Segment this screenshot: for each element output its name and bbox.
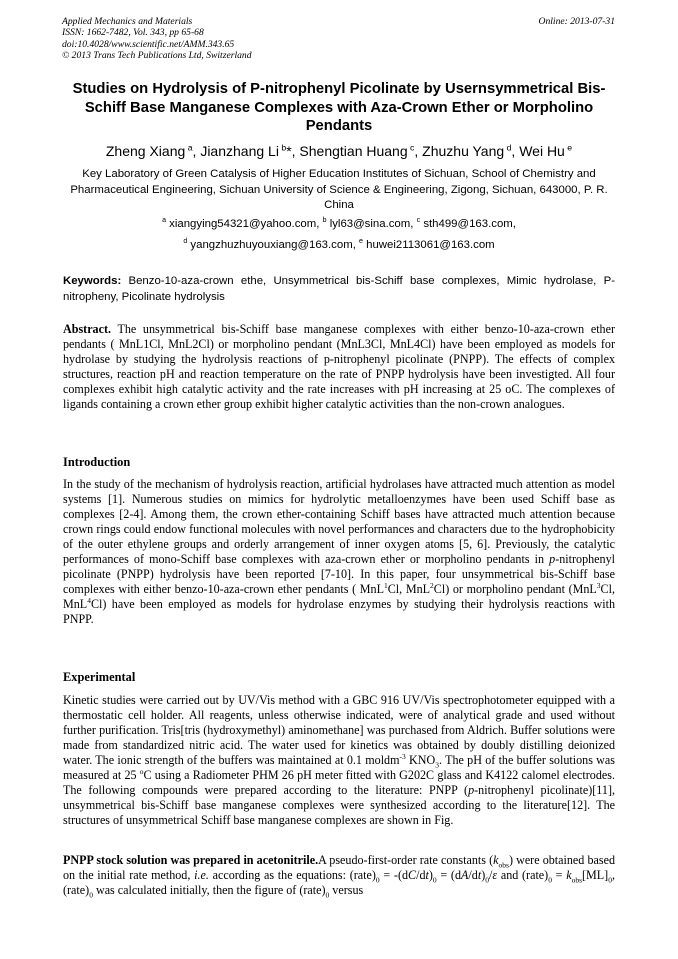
stock-sub: 0 [432, 875, 437, 885]
introduction-heading: Introduction [63, 455, 131, 469]
abstract [63, 322, 615, 412]
doi-line: doi:10.4028/www.scientific.net/AMM.343.65 [62, 38, 235, 50]
email-mark: b [322, 217, 327, 225]
stock-sub: 0 [608, 875, 612, 885]
author-separator: , [192, 143, 201, 159]
stock-italic: k [566, 868, 572, 883]
exp-text: KNO [405, 753, 436, 768]
author-name: Shengtian Huang [299, 143, 408, 159]
stock-italic: A [461, 868, 469, 883]
email-separator: , [352, 239, 360, 251]
stock-sub: obs [498, 860, 509, 870]
email-separator: , [316, 218, 323, 230]
stock-text: was calculated initially, then the figure of (rate) [92, 883, 326, 898]
stock-italic: t [477, 868, 482, 883]
exp-sub: 3 [435, 760, 439, 770]
author-name: Wei Hu [519, 143, 565, 159]
email-separator: , [410, 218, 417, 230]
online-date: Online: 2013-07-31 [538, 16, 615, 27]
stock-italic: ε [492, 868, 498, 883]
stock-italic: k [493, 853, 499, 867]
affiliation: Key Laboratory of Green Catalysis of Higher Education Institutes of Sichuan, School of Chemistry and Pharmaceutical Engineering, Sichuan University of Science & Engineering, Zigong, Sichuan, 643000, P. R. China [70, 168, 608, 212]
intro-sup: 4 [87, 596, 91, 606]
author-affiliation-mark: c [410, 142, 415, 153]
corresponding-mark: * [286, 143, 292, 159]
stock-text: /d [468, 868, 478, 883]
introduction-paragraph [63, 477, 615, 627]
author-name: Jianzhang Li [200, 143, 279, 159]
email-address[interactable]: yangzhuzhuyouxiang@163.com [190, 239, 353, 251]
exp-text: C using a Radiometer PHM 26 pH meter fitted with G202C glass and K4122 calomel electrodes. The following compounds were prepared according to the literature: PNPP ( [63, 768, 616, 798]
author-affiliation-mark: e [567, 142, 573, 153]
intro-text: Cl, MnL [63, 582, 615, 612]
exp-text: Kinetic studies were carried out by UV/Vis method with a GBC 916 UV/Vis spectrophotometer equipped with a thermostatic cell holder. All reagents, unless otherwise indicated, were of analytical grade and used without further purification. Tris[tris (hydroxymethyl) aminomethane] was purchased from Aldrich. Buffer solutions were made from standardized nitric acid. The water used for kinetics was obtained by doubly distilling deionized water. The ionic strength of the buffers was maintained at 0.1 moldm [63, 693, 615, 768]
exp-text: . The pH of the buffer solutions was measured at 25 [63, 753, 615, 783]
email-address[interactable]: huwei2113061@163.com [366, 239, 495, 251]
stock-sub: 0 [375, 875, 380, 885]
intro-sup: 1 [383, 581, 388, 591]
stock-text: according as the equations: (rate) [208, 868, 376, 883]
author-name: Zhuzhu Yang [422, 143, 505, 159]
copyright-line: © 2013 Trans Tech Publications Ltd, Switzerland [62, 50, 252, 62]
abstract-text: The unsymmetrical bis-Schiff base manganese complexes with either benzo-10-aza-crown ether pendants ( MnL1Cl, MnL2Cl) or morpholino pendant (MnL3Cl, MnL4Cl) have been employed as models for hydrolase by studying the hydrolysis reactions of p-nitrophenyl picolinate (PNPP). The effects of complex structures, reaction pH and reaction temperature on the rate of PNPP hydrolysis have been investigted. All four complexes exhibit high catalytic activity and the rate increases with pH increasing at 25 oC. The complexes of ligands containing a crown ether group exhibit higher catalytic activities than the non-crown analogues. [63, 322, 615, 412]
stock-text: ) were obtained based on the initial rate method, [63, 853, 615, 883]
email-address[interactable]: sth499@163.com [423, 218, 513, 230]
intro-text: -nitrophenyl picolinate (PNPP) hydrolysis have been reported [7-10]. In this paper, four unsymmetrical bis-Schiff base complexes with either benzo-10-aza-crown ether pendants ( MnL [63, 552, 615, 597]
stock-italic: C [408, 868, 417, 883]
abstract-label: Abstract. [63, 322, 112, 336]
intro-sup: 2 [430, 581, 434, 591]
exp-sup: o [139, 767, 144, 777]
stock-text: / [488, 868, 493, 883]
stock-text: A pseudo-first-order rate constants ( [318, 853, 494, 867]
exp-text: -nitrophenyl picolinate)[11], unsymmetrical bis-Schiff base manganese complexes were synthesized according to the literature[12]. The structures of unsymmetrical Schiff base manganese complexes are shown in Fig. [63, 783, 615, 828]
journal-name: Applied Mechanics and Materials [62, 16, 193, 27]
intro-text: Cl) have been employed as models for hydrolase enzymes by studying their hydrolysis reactions with PNPP. [63, 597, 615, 627]
author-name: Zheng Xiang [105, 143, 186, 159]
email-address[interactable]: xiangying54321@yahoo.com [169, 218, 317, 230]
exp-italic: p [468, 783, 475, 798]
author-separator: , [511, 143, 520, 159]
stock-sub: 0 [325, 890, 330, 900]
email-address[interactable]: lyl63@sina.com [329, 218, 411, 230]
experimental-heading: Experimental [63, 670, 136, 684]
paper-title: Studies on Hydrolysis of P-nitrophenyl Picolinate by Usernsymmetrical Bis-Schiff Base Manganese Complexes with Aza-Crown Ether or Morpholino Pendants [72, 81, 606, 135]
intro-text: In the study of the mechanism of hydrolysis reaction, artificial hydrolases have attracted much attention as model systems [1]. Numerous studies on mimics for hydrolytic metalloenzymes have been used Schiff base as complexes [2-4]. Among them, the crown ether-containing Schiff bases have attracted much attention because crown rings could endow functional molecules with novel performances and characters due to the hydrophobicity of the outer ethylene groups and orderly arrangement of inner oxygen atoms [5, 6]. Previously, the catalytic performances of mono-Schiff base complexes with aza-crown ether or morpholino pendants in [63, 477, 615, 567]
stock-text: versus [329, 883, 364, 898]
author-affiliation-mark: b [281, 142, 287, 153]
stock-text: /d [416, 868, 426, 883]
stock-text: = -(d [379, 868, 409, 883]
stock-text: , (rate) [63, 868, 615, 898]
intro-text: Cl, MnL [387, 582, 431, 597]
stock-solution-paragraph [63, 853, 615, 898]
issn-line: ISSN: 1662-7482, Vol. 343, pp 65-68 [62, 27, 204, 39]
stock-italic: t [425, 868, 429, 883]
email-mark: c [416, 217, 421, 225]
journal-header [62, 16, 252, 62]
keywords [63, 274, 615, 305]
stock-text: ) [481, 868, 486, 883]
author-affiliation-mark: a [187, 142, 193, 153]
stock-sub: 0 [548, 875, 552, 885]
intro-italic: p [549, 552, 556, 567]
stock-text: = [551, 868, 567, 883]
email-separator: , [512, 218, 516, 230]
experimental-paragraph [63, 693, 615, 828]
intro-text: Cl) or morpholino pendant (MnL [433, 582, 597, 597]
author-separator: , [414, 143, 423, 159]
stock-text: and (rate) [497, 868, 549, 883]
author-list [40, 142, 638, 160]
stock-sub: obs [571, 875, 583, 885]
exp-sup: -3 [399, 752, 406, 762]
keywords-text: Benzo-10-aza-crown ethe, Unsymmetrical bis-Schiff base complexes, Mimic hydrolase, P-nitropheny, Picolinate hydrolysis [63, 275, 615, 303]
keywords-label: Keywords: [63, 275, 122, 287]
email-mark: a [162, 217, 166, 225]
email-mark: d [183, 238, 188, 246]
stock-sub: 0 [89, 890, 93, 900]
email-line-1 [40, 217, 638, 232]
email-mark: e [359, 238, 363, 246]
stock-text: = (d [436, 868, 462, 883]
stock-text: ) [428, 868, 433, 883]
author-separator: , [291, 143, 300, 159]
stock-text: [ML] [582, 868, 609, 883]
intro-sup: 3 [596, 581, 601, 591]
stock-sub: 0 [485, 875, 489, 885]
stock-italic: i.e. [194, 868, 209, 883]
author-affiliation-mark: d [506, 142, 512, 153]
stock-label: PNPP stock solution was prepared in acetonitrile. [63, 853, 319, 867]
email-line-2 [40, 238, 638, 253]
